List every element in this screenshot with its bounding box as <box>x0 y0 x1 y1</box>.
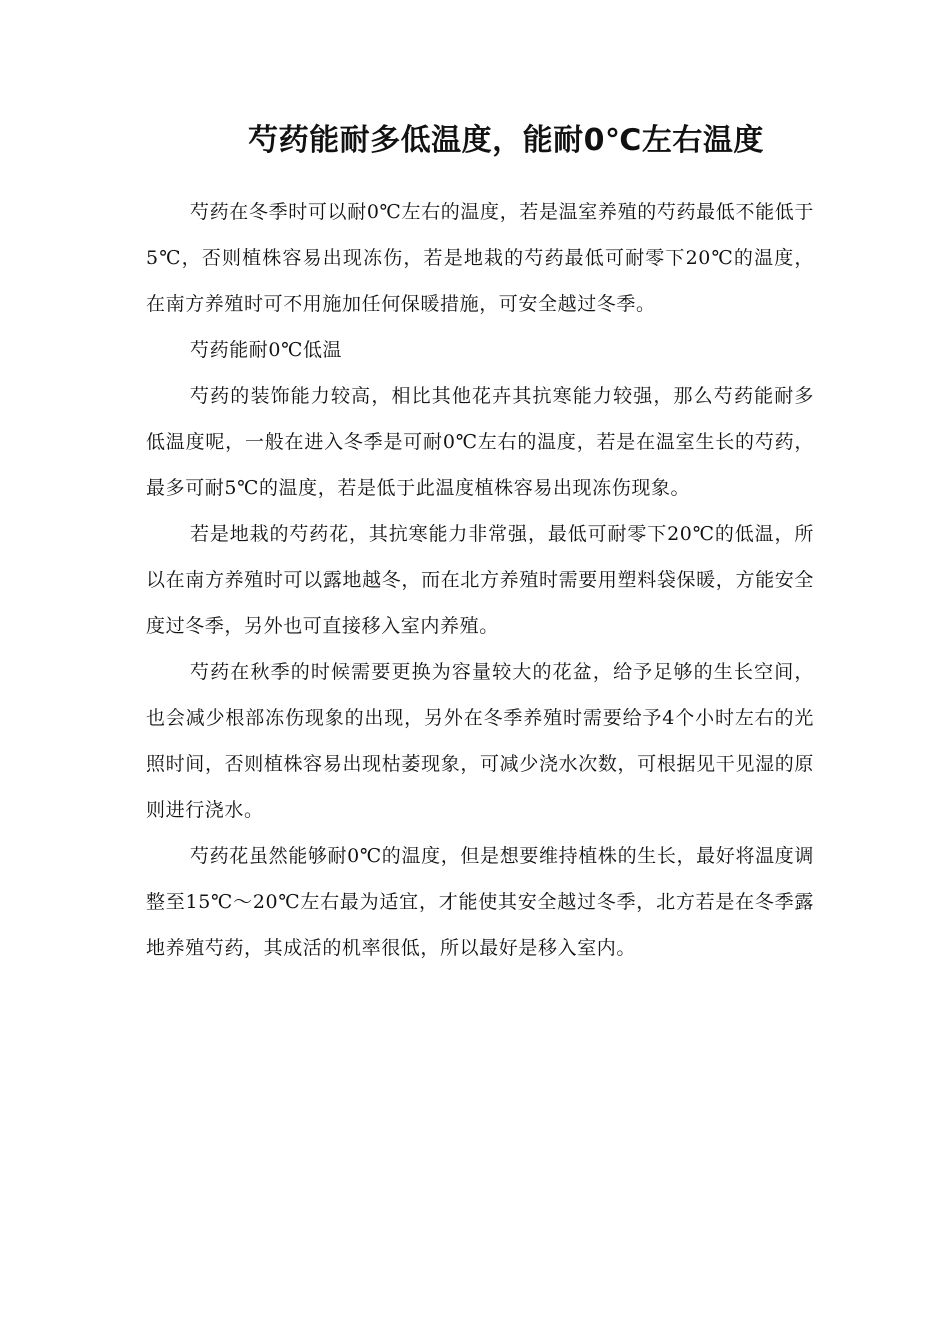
document-body <box>146 189 814 971</box>
paragraph-cold-tolerance: 芍药的装饰能力较高，相比其他花卉其抗寒能力较强，那么芍药能耐多低温度呢，一般在进入冬季是可耐0℃左右的温度，若是在温室生长的芍药，最多可耐5℃的温度，若是低于此温度植株容易出现冻伤现象。 <box>146 385 814 499</box>
document-title: 芍药能耐多低温度，能耐0℃左右温度 <box>248 123 764 158</box>
paragraph-ground-planting: 若是地栽的芍药花，其抗寒能力非常强，最低可耐零下20℃的低温，所以在南方养殖时可以露地越冬，而在北方养殖时需要用塑料袋保暖，方能安全度过冬季，另外也可直接移入室内养殖。 <box>146 523 814 637</box>
paragraph-optimal-temperature: 芍药花虽然能够耐0℃的温度，但是想要维持植株的生长，最好将温度调整至15℃～20℃左右最为适宜，才能使其安全越过冬季，北方若是在冬季露地养殖芍药，其成活的机率很低，所以最好是移入室内。 <box>146 845 814 959</box>
paragraph-intro: 芍药在冬季时可以耐0℃左右的温度，若是温室养殖的芍药最低不能低于5℃，否则植株容易出现冻伤，若是地栽的芍药最低可耐零下20℃的温度，在南方养殖时可不用施加任何保暖措施，可安全越过冬季。 <box>146 201 814 315</box>
paragraph-autumn-care: 芍药在秋季的时候需要更换为容量较大的花盆，给予足够的生长空间，也会减少根部冻伤现象的出现，另外在冬季养殖时需要给予4个小时左右的光照时间，否则植株容易出现枯萎现象，可减少浇水次数，可根据见干见湿的原则进行浇水。 <box>146 661 814 821</box>
section-heading: 芍药能耐0℃低温 <box>190 339 343 361</box>
